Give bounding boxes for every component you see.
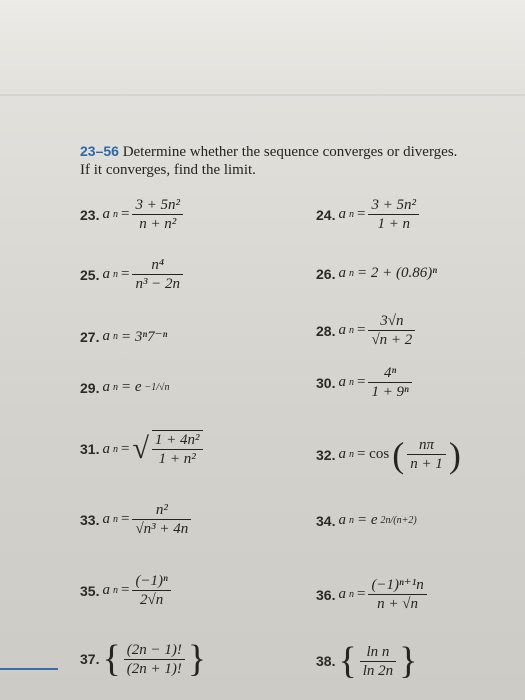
problem-number: 37. bbox=[80, 651, 100, 667]
sequence-term: a bbox=[338, 265, 346, 281]
expression: = e bbox=[356, 512, 378, 528]
denominator: 1 + 9ⁿ bbox=[368, 382, 411, 401]
numerator: n² bbox=[155, 502, 168, 518]
problem-24: 24. a n = $\frac{\text{3 + 5n²}}{1 + n}$ bbox=[316, 196, 419, 233]
instruction-line-1: Determine whether the sequence converges or diverges. bbox=[122, 144, 458, 160]
expression: = 2 + (0.86)ⁿ bbox=[356, 265, 437, 281]
problem-number: 29. bbox=[80, 379, 100, 396]
term-subscript: n bbox=[348, 377, 354, 388]
denominator: 1 + n bbox=[368, 214, 419, 233]
denominator: (2n + 1)! bbox=[124, 659, 185, 678]
sequence-term: a bbox=[102, 582, 110, 598]
term-subscript: n bbox=[112, 331, 118, 342]
problem-number: 27. bbox=[80, 328, 100, 345]
problem-number: 30. bbox=[316, 374, 336, 391]
fraction bbox=[152, 430, 203, 468]
sequence-term: a bbox=[338, 586, 346, 602]
sequence-term: a bbox=[102, 440, 110, 457]
problem-33: 33. a n = $\frac{\text{n²}}{\text{√n³ + 4n}}$ bbox=[80, 501, 191, 538]
fraction bbox=[407, 436, 446, 473]
page-top-area bbox=[0, 0, 525, 95]
problem-35: 35. a n = $\frac{\text{(−1)ⁿ}}{2√n}$ bbox=[80, 572, 171, 609]
denominator: √n³ + 4n bbox=[132, 519, 191, 538]
exponent: 2n/(n+2) bbox=[380, 515, 417, 526]
denominator: 2√n bbox=[132, 590, 170, 609]
numerator: nπ bbox=[418, 437, 434, 453]
radical-icon: √ bbox=[132, 432, 149, 465]
fraction bbox=[132, 572, 170, 609]
numerator: 3√n bbox=[380, 313, 404, 329]
problem-number: 38. bbox=[316, 653, 336, 669]
sequence-term: a bbox=[338, 374, 346, 390]
sequence-term: a bbox=[102, 511, 110, 527]
fraction bbox=[368, 364, 411, 401]
problem-number: 34. bbox=[316, 512, 336, 529]
fraction bbox=[132, 196, 183, 233]
page-fold bbox=[0, 94, 525, 96]
exercise-range: 23–56 bbox=[80, 143, 119, 159]
fraction bbox=[368, 312, 415, 349]
instruction-line-2: If it converges, find the limit. bbox=[80, 162, 256, 178]
problem-number: 26. bbox=[316, 265, 336, 282]
numerator: (−1)ⁿ⁺¹n bbox=[371, 577, 424, 593]
problem-34 bbox=[316, 512, 417, 531]
exponent: −1/√n bbox=[144, 382, 170, 393]
fraction bbox=[132, 501, 191, 538]
sequence-term: a bbox=[338, 446, 346, 462]
sequence-term: a bbox=[338, 512, 346, 528]
expression: = e bbox=[120, 379, 142, 395]
denominator: n + n² bbox=[132, 214, 183, 233]
right-paren-icon: ) bbox=[448, 434, 461, 475]
denominator: ln 2n bbox=[360, 661, 396, 680]
numerator: 3 + 5n² bbox=[371, 197, 417, 213]
problem-32 bbox=[316, 436, 461, 473]
expression: = 3ⁿ7⁻ⁿ bbox=[120, 329, 168, 345]
term-subscript: n bbox=[112, 382, 118, 393]
problem-number: 23. bbox=[80, 206, 100, 223]
problem-number: 31. bbox=[80, 441, 100, 457]
denominator: √n + 2 bbox=[368, 330, 415, 349]
term-subscript: n bbox=[112, 443, 118, 455]
numerator: n⁴ bbox=[151, 257, 165, 273]
sequence-term: a bbox=[338, 206, 346, 222]
problem-number: 32. bbox=[316, 446, 336, 463]
problem-number: 33. bbox=[80, 511, 100, 528]
sequence-term: a bbox=[338, 322, 346, 338]
numerator: 4ⁿ bbox=[384, 365, 397, 381]
problem-36: 36. a n = $\frac{\text{(−1)ⁿ⁺¹n}}{n + √n}$ bbox=[316, 576, 427, 613]
fraction bbox=[132, 256, 183, 293]
right-brace-icon: } bbox=[399, 640, 418, 682]
term-subscript: n bbox=[348, 515, 354, 526]
problem-25: 25. a n = $\frac{\text{n⁴}}{\text{n³ − 2n}}$ bbox=[80, 256, 183, 293]
problem-number: 36. bbox=[316, 586, 336, 603]
sequence-term: a bbox=[102, 206, 110, 222]
sequence-term: a bbox=[102, 266, 110, 282]
term-subscript: n bbox=[112, 269, 118, 280]
problem-38 bbox=[316, 642, 417, 680]
sequence-term: a bbox=[102, 379, 110, 395]
term-subscript: n bbox=[112, 514, 118, 525]
left-brace-icon: { bbox=[338, 640, 357, 682]
term-subscript: n bbox=[348, 449, 354, 460]
term-subscript: n bbox=[112, 209, 118, 220]
problem-37 bbox=[80, 640, 206, 678]
problem-27 bbox=[80, 327, 167, 347]
numerator: 1 + 4n² bbox=[154, 432, 200, 448]
left-brace-icon: { bbox=[102, 638, 121, 680]
denominator: n + 1 bbox=[407, 454, 446, 473]
term-subscript: n bbox=[348, 325, 354, 336]
fraction bbox=[124, 641, 185, 678]
denominator: 1 + n² bbox=[152, 449, 203, 468]
denominator: n + √n bbox=[368, 594, 426, 613]
denominator: n³ − 2n bbox=[132, 274, 183, 293]
problem-30: 30. a n = $\frac{\text{4ⁿ}}{\text{1 + 9ⁿ}}$ bbox=[316, 364, 412, 401]
problem-29 bbox=[80, 379, 170, 398]
problem-26 bbox=[316, 265, 437, 284]
right-brace-icon: } bbox=[187, 638, 207, 680]
problem-number: 25. bbox=[80, 266, 100, 283]
problem-number: 24. bbox=[316, 206, 336, 223]
problem-23: 23. a n = $\frac{\text{3 + 5n²}}{\text{n + n²}}$ bbox=[80, 196, 183, 233]
fraction bbox=[360, 643, 396, 680]
term-subscript: n bbox=[348, 589, 354, 600]
numerator: ln n bbox=[366, 643, 390, 660]
cos-function: = cos bbox=[356, 446, 390, 462]
fraction bbox=[368, 196, 419, 233]
margin-rule bbox=[0, 668, 58, 670]
problem-number: 35. bbox=[80, 582, 100, 599]
numerator: (−1)ⁿ bbox=[135, 573, 168, 589]
term-subscript: n bbox=[348, 268, 354, 279]
numerator: 3 + 5n² bbox=[135, 197, 181, 213]
sequence-term: a bbox=[102, 328, 110, 344]
fraction bbox=[368, 576, 426, 613]
problem-28: 28. a n = $\frac{3√n}{√n + 2}$ bbox=[316, 312, 415, 349]
exercise-header bbox=[80, 142, 457, 161]
term-subscript: n bbox=[348, 209, 354, 220]
term-subscript: n bbox=[112, 585, 118, 596]
problem-31: 31. a n = √ $\frac{\text{1 + 4n²}}{\text{1 + n²}}$ bbox=[80, 430, 203, 468]
left-paren-icon: ( bbox=[392, 434, 405, 475]
problem-number: 28. bbox=[316, 322, 336, 339]
numerator: (2n − 1)! bbox=[126, 641, 182, 658]
